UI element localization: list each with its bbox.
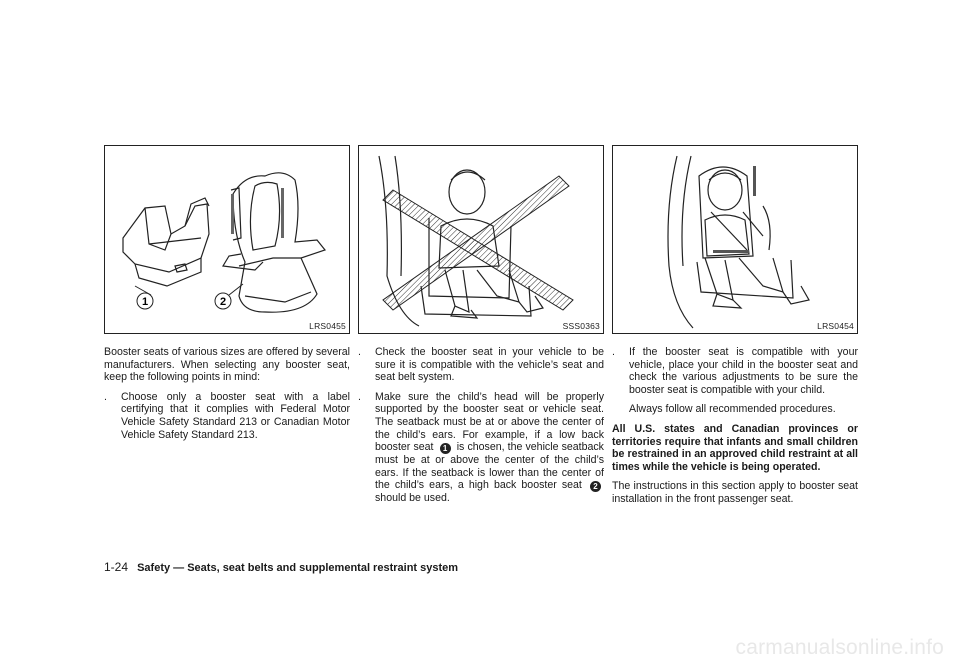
bullet-item (358, 391, 604, 505)
booster-seats-illustration (105, 146, 349, 333)
bullet-glyph: . (358, 390, 361, 403)
bullet-text-part-b: is chosen, the vehicle seatback must be at or above the center of the child’s ears. If the seatback is lower than the center of the child’s ears, a high back booster seat (375, 441, 604, 492)
callout-2-inline: 2 (590, 481, 601, 492)
figure-incorrect-booster (358, 145, 604, 334)
closing-paragraph: The instructions in this section apply to booster seat installation in the front passenger seat. (612, 480, 858, 505)
bullet-glyph: . (104, 390, 107, 403)
follow-procedures-text: Always follow all recommended procedures. (629, 403, 836, 416)
figure-booster-seats (104, 145, 350, 334)
correct-booster-illustration (613, 146, 857, 333)
bullet-text-part-a: Make sure the child’s head will be properly supported by the booster seat or vehicle seat. The seatback must be at or above the center of the child’s ears. For example, if a low back booster seat (375, 390, 604, 454)
column-1 (104, 346, 350, 448)
callout-1: 1 (141, 296, 149, 308)
watermark: carmanualsonline.info (735, 636, 944, 659)
figure-code: SSS0363 (562, 321, 600, 331)
callout-2: 2 (219, 296, 227, 308)
bullet-item (104, 391, 350, 441)
callout-1-inline: 1 (440, 443, 451, 454)
bullet-glyph: . (358, 346, 361, 358)
bullet-text-part-c: should be used. (375, 492, 450, 505)
bullet-item (612, 346, 858, 396)
bullet-glyph: . (612, 346, 615, 358)
figure-code: LRS0454 (817, 321, 854, 331)
intro-paragraph: Booster seats of various sizes are offered by several manufacturers. When selecting any booster seat, keep the following points in mind: (104, 346, 350, 384)
section-title: Safety — Seats, seat belts and supplemental restraint system (137, 562, 459, 574)
bullet-text: Check the booster seat in your vehicle to be sure it is compatible with the vehicle’s seat and seat belt system. (375, 346, 604, 384)
bullet-item (358, 346, 604, 384)
page-number: 1-24 (104, 560, 129, 574)
bullet-text: If the booster seat is compatible with your vehicle, place your child in the booster seat and check the various adjustments to be sure the booster seat is compatible with your child. (629, 346, 858, 396)
column-3 (612, 346, 858, 513)
column-2 (358, 346, 604, 512)
figure-code: LRS0455 (309, 321, 346, 331)
page-footer (104, 560, 458, 574)
figure-correct-booster (612, 145, 858, 334)
bullet-text: Choose only a booster seat with a label certifying that it complies with Federal Motor Vehicle Safety Standard 213 or Canadian Motor Vehicle Safety Standard 213. (121, 390, 350, 441)
warning-paragraph: All U.S. states and Canadian provinces or territories require that infants and small children be restrained in an approved child restraint at all times while the vehicle is being operated. (612, 422, 858, 473)
incorrect-booster-illustration (359, 146, 603, 333)
